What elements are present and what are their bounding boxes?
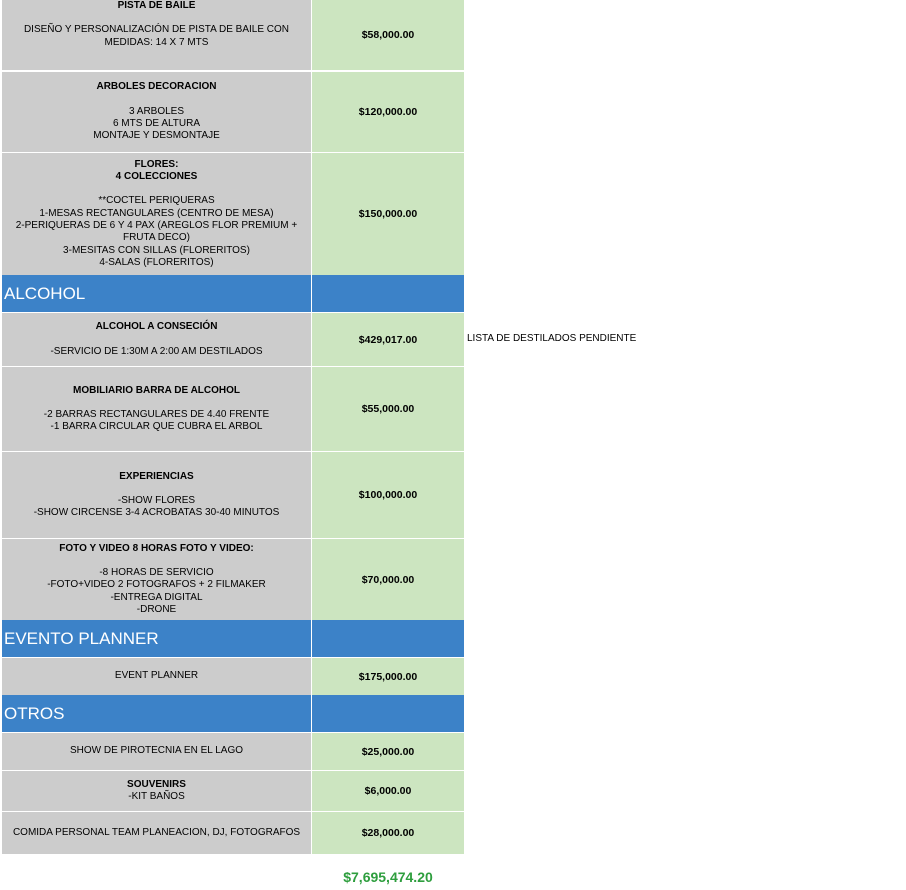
section-title: EVENTO PLANNER <box>2 620 312 657</box>
item-line: COMIDA PERSONAL TEAM PLANEACION, DJ, FOTOGRAFOS <box>12 826 301 838</box>
item-line: 3-MESITAS CON SILLAS (FLORERITOS) <box>63 244 250 256</box>
item-line: EVENT PLANNER <box>114 670 199 682</box>
item-description <box>2 0 312 70</box>
item-line: 2-PERIQUERAS DE 6 Y 4 PAX (AREGLOS FLOR PREMIUM + <box>15 220 298 231</box>
table-row <box>2 152 465 275</box>
item-line: FRUTA DECO) <box>122 232 191 244</box>
item-line: SHOW DE PIROTECNIA EN EL LAGO <box>70 745 243 757</box>
item-price: $175,000.00 <box>312 658 464 695</box>
item-line: DISEÑO Y PERSONALIZACIÓN DE PISTA DE BAILE CON <box>23 24 290 36</box>
item-title: ARBOLES DECORACION <box>96 81 217 93</box>
section-title: OTROS <box>2 695 312 732</box>
item-price: $58,000.00 <box>312 0 464 70</box>
item-title: SOUVENIRS <box>127 778 186 790</box>
item-line: 6 MTS DE ALTURA <box>112 118 201 129</box>
table-row <box>2 811 465 854</box>
item-description <box>2 733 312 770</box>
item-title: FOTO Y VIDEO 8 HORAS FOTO Y VIDEO: <box>59 542 254 554</box>
item-title: PISTA DE BAILE <box>117 0 196 11</box>
item-line: -SHOW CIRCENSE 3-4 ACROBATAS 30-40 MINUTOS <box>33 507 280 519</box>
item-line: -ENTREGA DIGITAL <box>110 591 203 603</box>
table-row <box>2 732 465 770</box>
item-line: **COCTEL PERIQUERAS <box>98 195 215 207</box>
table-row <box>2 770 465 811</box>
item-title: EXPERIENCIAS <box>119 470 194 482</box>
item-title: FLORES: <box>134 158 179 170</box>
table-row <box>2 657 465 695</box>
item-price: $429,017.00 <box>312 313 464 366</box>
item-description <box>2 771 312 811</box>
item-price: $150,000.00 <box>312 153 464 275</box>
item-price: $55,000.00 <box>312 367 464 451</box>
table-row <box>2 538 465 620</box>
table-row <box>2 312 465 366</box>
table-row <box>2 71 465 152</box>
item-line: -SERVICIO DE 1:30M A 2:00 AM DESTILADOS <box>50 345 263 357</box>
item-line: -DRONE <box>136 603 177 615</box>
item-line: MONTAJE Y DESMONTAJE <box>93 130 220 142</box>
item-description <box>2 313 312 366</box>
item-line: -SHOW FLORES <box>117 494 196 506</box>
grand-total: $7,695,474.20 <box>343 869 433 885</box>
item-line: -1 BARRA CIRCULAR QUE CUBRA EL ARBOL <box>50 421 263 433</box>
section-header-alcohol <box>2 275 465 312</box>
item-price: $100,000.00 <box>312 452 464 538</box>
item-price: $120,000.00 <box>312 72 464 152</box>
item-line: -8 HORAS DE SERVICIO <box>99 567 214 579</box>
section-header-otros <box>2 695 465 732</box>
item-line: 4-SALAS (FLORERITOS) <box>99 256 214 268</box>
item-note: LISTA DE DESTILADOS PENDIENTE <box>467 333 637 344</box>
item-line: MEDIDAS: 14 X 7 MTS <box>104 36 209 48</box>
item-description <box>2 452 312 538</box>
item-description <box>2 72 312 152</box>
item-description <box>2 153 312 275</box>
item-line: 1-MESAS RECTANGULARES (CENTRO DE MESA) <box>39 207 274 219</box>
item-subtitle: 4 COLECCIONES <box>115 171 198 183</box>
table-row <box>2 0 465 70</box>
item-line: -KIT BAÑOS <box>128 791 185 802</box>
item-title: MOBILIARIO BARRA DE ALCOHOL <box>72 384 241 396</box>
item-line: -2 BARRAS RECTANGULARES DE 4.40 FRENTE <box>43 408 270 420</box>
item-price: $25,000.00 <box>312 733 464 770</box>
section-header-evento-planner <box>2 620 465 657</box>
item-line: -FOTO+VIDEO 2 FOTOGRAFOS + 2 FILMAKER <box>47 579 266 591</box>
item-line: 3 ARBOLES <box>128 105 185 117</box>
item-description <box>2 658 312 695</box>
item-price: $6,000.00 <box>312 771 464 811</box>
section-title: ALCOHOL <box>2 275 312 312</box>
item-price: $70,000.00 <box>312 539 464 620</box>
table-row <box>2 366 465 451</box>
item-description <box>2 539 312 620</box>
item-description <box>2 812 312 854</box>
table-row <box>2 451 465 538</box>
item-description <box>2 367 312 451</box>
item-price: $28,000.00 <box>312 812 464 854</box>
item-title: ALCOHOL A CONSECIÓN <box>95 321 218 333</box>
